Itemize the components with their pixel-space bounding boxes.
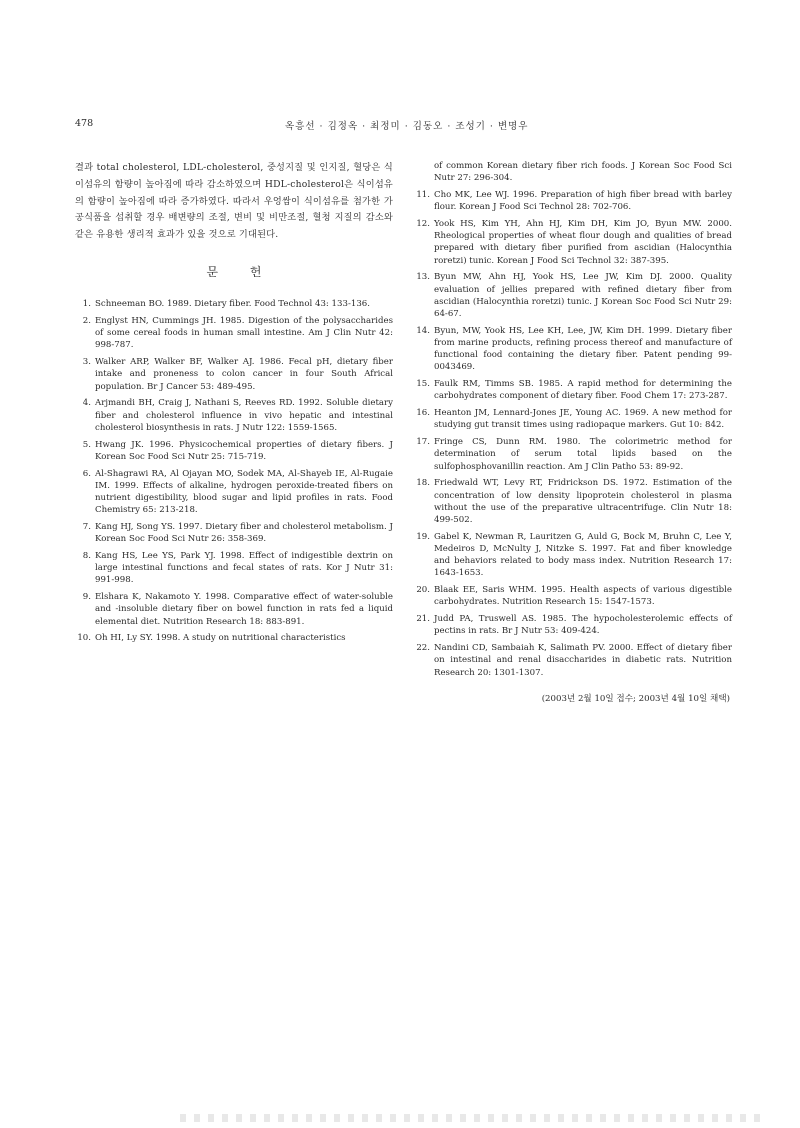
reference-number: 13. bbox=[416, 272, 430, 283]
reference-text: Blaak EE, Saris WHM. 1995. Health aspects of various digestible carbohydrates. Nutrition Research 15: 1547-1573. bbox=[434, 585, 732, 608]
reference-number: 8. bbox=[82, 551, 91, 561]
reference-list-left bbox=[75, 298, 393, 644]
reference-number: 22. bbox=[416, 643, 430, 654]
reference-item bbox=[75, 521, 393, 545]
reference-text: Byun, MW, Yook HS, Lee KH, Lee, JW, Kim DH. 1999. Dietary fiber from marine products, refining process thereof and manufacture of functional food containing the dietary fiber. Patent pending 99-0043469. bbox=[434, 325, 732, 373]
reference-text: Friedwald WT, Levy RT, Fridrickson DS. 1972. Estimation of the concentration of low density lipoprotein cholesterol in plasma without the use of the preparative ultracentrifuge. Clin Nutr 18: 499-502. bbox=[434, 478, 732, 526]
reference-10-continuation: of common Korean dietary fiber rich foods. J Korean Soc Food Sci Nutr 27: 296-304. bbox=[434, 161, 732, 184]
received-accepted-note: (2003년 2월 10일 접수; 2003년 4월 10일 채택) bbox=[541, 693, 730, 704]
reference-text: Cho MK, Lee WJ. 1996. Preparation of high fiber bread with barley flour. Korean J Food Sci Technol 28: 702-706. bbox=[434, 190, 732, 213]
reference-text: Byun MW, Ahn HJ, Yook HS, Lee JW, Kim DJ. 2000. Quality evaluation of jellies prepared with refined dietary fiber from ascidian (Halocynthia roretzi) tunic. J Korean Soc Food Sci Nutr 29: 64-67. bbox=[434, 272, 732, 320]
reference-item bbox=[75, 439, 393, 463]
reference-item bbox=[75, 356, 393, 393]
reference-number: 14. bbox=[416, 325, 430, 336]
reference-number: 10. bbox=[77, 633, 91, 644]
references-title: 문 헌 bbox=[206, 264, 276, 279]
reference-item bbox=[414, 642, 732, 679]
reference-number: 2. bbox=[82, 315, 91, 326]
reference-number: 16. bbox=[416, 408, 430, 419]
reference-item bbox=[75, 591, 393, 628]
conclusion-paragraph: 결과 total cholesterol, LDL-cholesterol, 중성지질 및 인지질, 혈당은 식이섬유의 함량이 높아짐에 따라 감소하였으며 HDL-cholesterol은 식이섬유의 함량이 높아짐에 따라 증가하였다. 따라서 우엉쌈이 식이섬유를 첨가한 가공식품을 섭취할 경우 배변량의 조절, 변비 및 비만조절, 혈청 지질의 감소와 같은 유용한 생리적 효과가 있을 것으로 기대된다. bbox=[75, 162, 393, 241]
reference-item bbox=[414, 218, 732, 267]
reference-item bbox=[414, 477, 732, 526]
reference-text: Nandini CD, Sambaiah K, Salimath PV. 2000. Effect of dietary fiber on intestinal and renal disaccharides in diabetic rats. Nutrition Research 20: 1301-1307. bbox=[434, 643, 732, 678]
reference-item bbox=[75, 298, 393, 310]
reference-text: Schneeman BO. 1989. Dietary fiber. Food Technol 43: 133-136. bbox=[95, 299, 370, 310]
reference-item bbox=[414, 613, 732, 637]
reference-item bbox=[75, 550, 393, 587]
running-head-authors: 옥흥선 · 김정옥 · 최정미 · 김동오 · 조성기 · 변명우 bbox=[285, 121, 529, 132]
reference-item bbox=[75, 468, 393, 517]
reference-text: Hwang JK. 1996. Physicochemical properties of dietary fibers. J Korean Soc Food Sci Nutr 25: 715-719. bbox=[95, 439, 393, 462]
reference-text: Fringe CS, Dunn RM. 1980. The colorimetric method for determination of serum total lipids based on the sulfophosphovanillin reaction. Am J Clin Patho 53: 89-92. bbox=[434, 437, 732, 472]
right-column bbox=[414, 160, 732, 705]
reference-number: 5. bbox=[82, 439, 91, 450]
reference-text: Heanton JM, Lennard-Jones JE, Young AC. 1969. A new method for studying gut transit times using radiopaque markers. Gut 10: 842. bbox=[434, 408, 732, 431]
bottom-scan-artifact bbox=[180, 1114, 760, 1122]
reference-text: Walker ARP, Walker BF, Walker AJ. 1986. Fecal pH, dietary fiber intake and proneness to colon cancer in four South Africal population. Br J Cancer 53: 489-495. bbox=[95, 357, 393, 392]
reference-number: 15. bbox=[416, 379, 430, 390]
reference-text: Al-Shagrawi RA, Al Ojayan MO, Sodek MA, Al-Shayeb IE, Al-Rugaie IM. 1999. Effects of alkaline, hydrogen peroxide-treated fibers on nutrient digestibility, blood sugar and lipid profiles in rats. Food Chemistry 65: 213-218. bbox=[95, 468, 393, 516]
reference-number: 17. bbox=[416, 437, 430, 448]
reference-text: Judd PA, Truswell AS. 1985. The hypocholesterolemic effects of pectins in rats. Br J Nutr 53: 409-424. bbox=[434, 614, 732, 637]
reference-item bbox=[414, 407, 732, 431]
reference-item bbox=[75, 397, 393, 434]
reference-number: 6. bbox=[82, 468, 91, 479]
reference-number: 7. bbox=[82, 522, 91, 532]
reference-text: Gabel K, Newman R, Lauritzen G, Auld G, Bock M, Bruhn C, Lee Y, Medeiros D, McNulty J, Nitzke S. 1997. Fat and fiber knowledge and behaviors related to body mass index. Nutrition Research 17: 1643-1653. bbox=[434, 531, 732, 579]
reference-number: 3. bbox=[82, 357, 91, 368]
page-header bbox=[75, 118, 735, 134]
reference-text: Englyst HN, Cummings JH. 1985. Digestion of the polysaccharides of some cereal foods in human small intestine. Am J Clin Nutr 42: 998-787. bbox=[95, 315, 393, 351]
reference-item bbox=[414, 531, 732, 580]
reference-item bbox=[414, 271, 732, 320]
reference-number: 21. bbox=[416, 614, 430, 625]
reference-item bbox=[75, 632, 393, 644]
reference-number: 9. bbox=[82, 592, 91, 603]
reference-number: 20. bbox=[416, 585, 430, 596]
reference-text: Faulk RM, Timms SB. 1985. A rapid method for determining the carbohydrates component of dietary fiber. Food Chem 17: 273-287. bbox=[434, 379, 732, 402]
reference-list-right bbox=[414, 189, 732, 679]
reference-text: Kang HJ, Song YS. 1997. Dietary fiber and cholesterol metabolism. J Korean Soc Food Sci Nutr 26: 358-369. bbox=[95, 522, 393, 545]
reference-item bbox=[414, 325, 732, 374]
left-column bbox=[75, 160, 393, 649]
reference-item bbox=[414, 189, 732, 213]
reference-number: 4. bbox=[82, 398, 91, 409]
reference-item bbox=[414, 584, 732, 608]
reference-text: Yook HS, Kim YH, Ahn HJ, Kim DH, Kim JO, Byun MW. 2000. Rheological properties of wheat flour dough and qualities of bread prepared with dietary fiber purified from ascidian (Halocynthia roretzi) tunic. Korean J Food Sci Technol 32: 387-395. bbox=[434, 219, 732, 266]
reference-item bbox=[414, 378, 732, 402]
reference-text: Oh HI, Ly SY. 1998. A study on nutritional characteristics bbox=[95, 633, 346, 644]
reference-number: 19. bbox=[416, 531, 430, 542]
reference-text: Arjmandi BH, Craig J, Nathani S, Reeves RD. 1992. Soluble dietary fiber and cholesterol influence in vivo hepatic and intestinal cholesterol biosynthesis in rats. J Nutr 122: 1559-1565. bbox=[95, 398, 393, 433]
reference-number: 18. bbox=[416, 478, 430, 489]
reference-number: 1. bbox=[82, 299, 91, 310]
reference-text: Kang HS, Lee YS, Park YJ. 1998. Effect of indigestible dextrin on large intestinal functions and fecal states of rats. Kor J Nutr 31: 991-998. bbox=[95, 551, 393, 586]
reference-number: 11. bbox=[416, 190, 430, 200]
reference-number: 12. bbox=[416, 219, 430, 229]
page-number: 478 bbox=[75, 118, 94, 129]
reference-item bbox=[414, 436, 732, 473]
reference-item bbox=[75, 315, 393, 352]
reference-text: Elshara K, Nakamoto Y. 1998. Comparative effect of water-soluble and -insoluble dietary fiber on bowel function in rats fed a liquid elemental diet. Nutrition Research 18: 883-891. bbox=[95, 592, 393, 627]
